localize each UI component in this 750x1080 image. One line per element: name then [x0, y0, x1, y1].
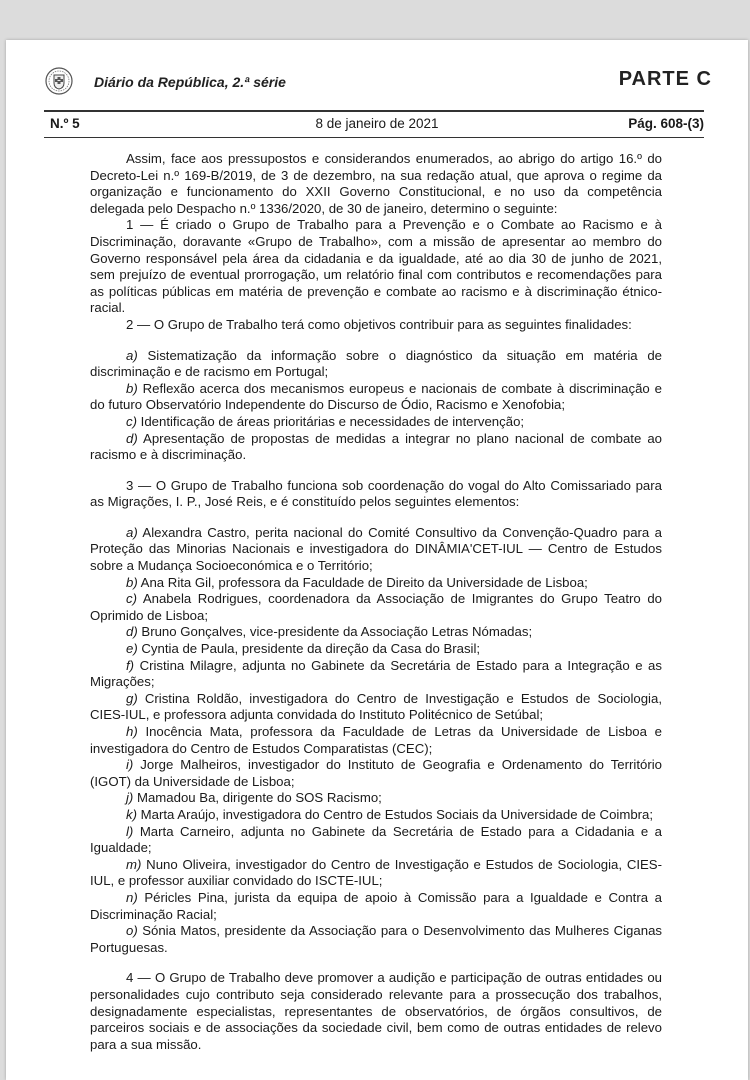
member-item: n) Péricles Pina, jurista da equipa de apoio à Comissão para a Igualdade e Contra a Discriminação Racial; [90, 889, 662, 922]
objective-item: b) Reflexão acerca dos mecanismos europeus e nacionais de combate à discriminação e do futuro Observatório Independente do Discurso de Ódio, Racismo e Xenofobia; [90, 380, 662, 413]
spacer [90, 956, 662, 970]
spacer [90, 511, 662, 525]
member-item: j) Mamadou Ba, dirigente do SOS Racismo; [126, 790, 382, 806]
member-item: f) Cristina Milagre, adjunta no Gabinete da Secretária de Estado para a Integração e as Migrações; [90, 657, 662, 690]
member-item: k) Marta Araújo, investigadora do Centro de Estudos Sociais da Universidade de Coimbra; [126, 806, 654, 822]
member-item: o) Sónia Matos, presidente da Associação para o Desenvolvimento das Mulheres Ciganas Portuguesas. [90, 923, 662, 955]
objective-item: c) Identificação de áreas prioritárias e necessidades de intervenção; [126, 413, 525, 429]
spacer [90, 464, 662, 478]
intro-paragraph: Assim, face aos pressupostos e considerandos enumerados, ao abrigo do artigo 16.º do Decreto-Lei n.º 169-B/2019, de 3 de dezembro, na sua redação atual, que aprova o regime da organização e funcionamento do XXII Governo Constitucional, e no uso da competência delegada pelo Despacho n.º 1336/2020, de 30 de janeiro, determino o seguinte: [90, 151, 662, 216]
member-item: l) Marta Carneiro, adjunta no Gabinete da Secretária de Estado para a Cidadania e a Igualdade; [90, 823, 662, 856]
member-item: m) Nuno Oliveira, investigador do Centro de Investigação e Estudos de Sociologia, CIES-IUL, e professor auxiliar convidado do ISCTE-IUL; [90, 856, 662, 889]
coat-of-arms-icon [44, 66, 74, 96]
member-item: b) Ana Rita Gil, professora da Faculdade de Direito da Universidade de Lisboa; [126, 574, 588, 590]
part-label: PARTE C [618, 68, 712, 90]
meta-rule [44, 137, 704, 138]
document-page [6, 40, 748, 1080]
issue-number: N.º 5 [50, 116, 80, 131]
paragraph-1: 1 — É criado o Grupo de Trabalho para a Prevenção e o Combate ao Racismo e à Discriminação, doravante «Grupo de Trabalho», com a missão de apresentar ao membro do Governo responsável pela área da cidadania e da igualdade, até ao dia 30 de junho de 2021, sem prejuízo de eventual prorrogação, um relatório final com contributos e recomendações para as políticas públicas em matéria de prevenção e combate ao racismo e à discriminação étnico-racial. [90, 217, 662, 316]
page-header [44, 64, 712, 104]
paragraph-3: 3 — O Grupo de Trabalho funciona sob coordenação do vogal do Alto Comissariado para as Migrações, I. P., José Reis, e é constituído pelos seguintes elementos: [90, 477, 662, 510]
member-item: a) Alexandra Castro, perita nacional do Comité Consultivo da Convenção-Quadro para a Proteção das Minorias Nacionais e investigadora do DINÂMIA'CET-IUL — Centro de Estudos sobre a Mudança Socioeconómica e o Território; [90, 524, 662, 574]
objective-item: a) Sistematização da informação sobre o diagnóstico da situação em matéria de discriminação e de racismo em Portugal; [90, 347, 662, 380]
issue-date: 8 de janeiro de 2021 [315, 116, 439, 131]
member-item: d) Bruno Gonçalves, vice-presidente da Associação Letras Nómadas; [126, 624, 533, 640]
document-body [90, 151, 662, 1053]
objective-item: d) Apresentação de propostas de medidas a integrar no plano nacional de combate ao racismo e à discriminação. [90, 430, 662, 463]
member-item: g) Cristina Roldão, investigadora do Centro de Investigação e Estudos de Sociologia, CIES-IUL, e professora adjunta convidada do Instituto Politécnico de Setúbal; [90, 690, 662, 723]
page-number: Pág. 608-(3) [628, 116, 704, 131]
spacer [90, 334, 662, 348]
member-item: h) Inocência Mata, professora da Faculdade de Letras da Universidade de Lisboa e investigadora do Centro de Estudos Comparatistas (CEC); [90, 724, 662, 756]
paragraph-4: 4 — O Grupo de Trabalho deve promover a audição e participação de outras entidades ou personalidades cujo contributo seja considerado relevante para a prossecução dos trabalhos, designadamente especialistas, representantes de observatórios, de órgãos consultivos, de parceiros sociais e de associações da sociedade civil, bem como de outras entidades de relevo para a sua missão. [90, 970, 662, 1052]
header-rule [44, 110, 704, 112]
member-item: e) Cyntia de Paula, presidente da direção da Casa do Brasil; [126, 641, 481, 657]
member-item: i) Jorge Malheiros, investigador do Instituto de Geografia e Ordenamento do Território (IGOT) da Universidade de Lisboa; [90, 757, 662, 789]
issue-info [50, 116, 704, 136]
journal-title: Diário da República, 2.ª série [94, 74, 286, 90]
paragraph-2: 2 — O Grupo de Trabalho terá como objetivos contribuir para as seguintes finalidades: [126, 316, 632, 332]
member-item: c) Anabela Rodrigues, coordenadora da Associação de Imigrantes do Grupo Teatro do Oprimido de Lisboa; [90, 591, 662, 623]
